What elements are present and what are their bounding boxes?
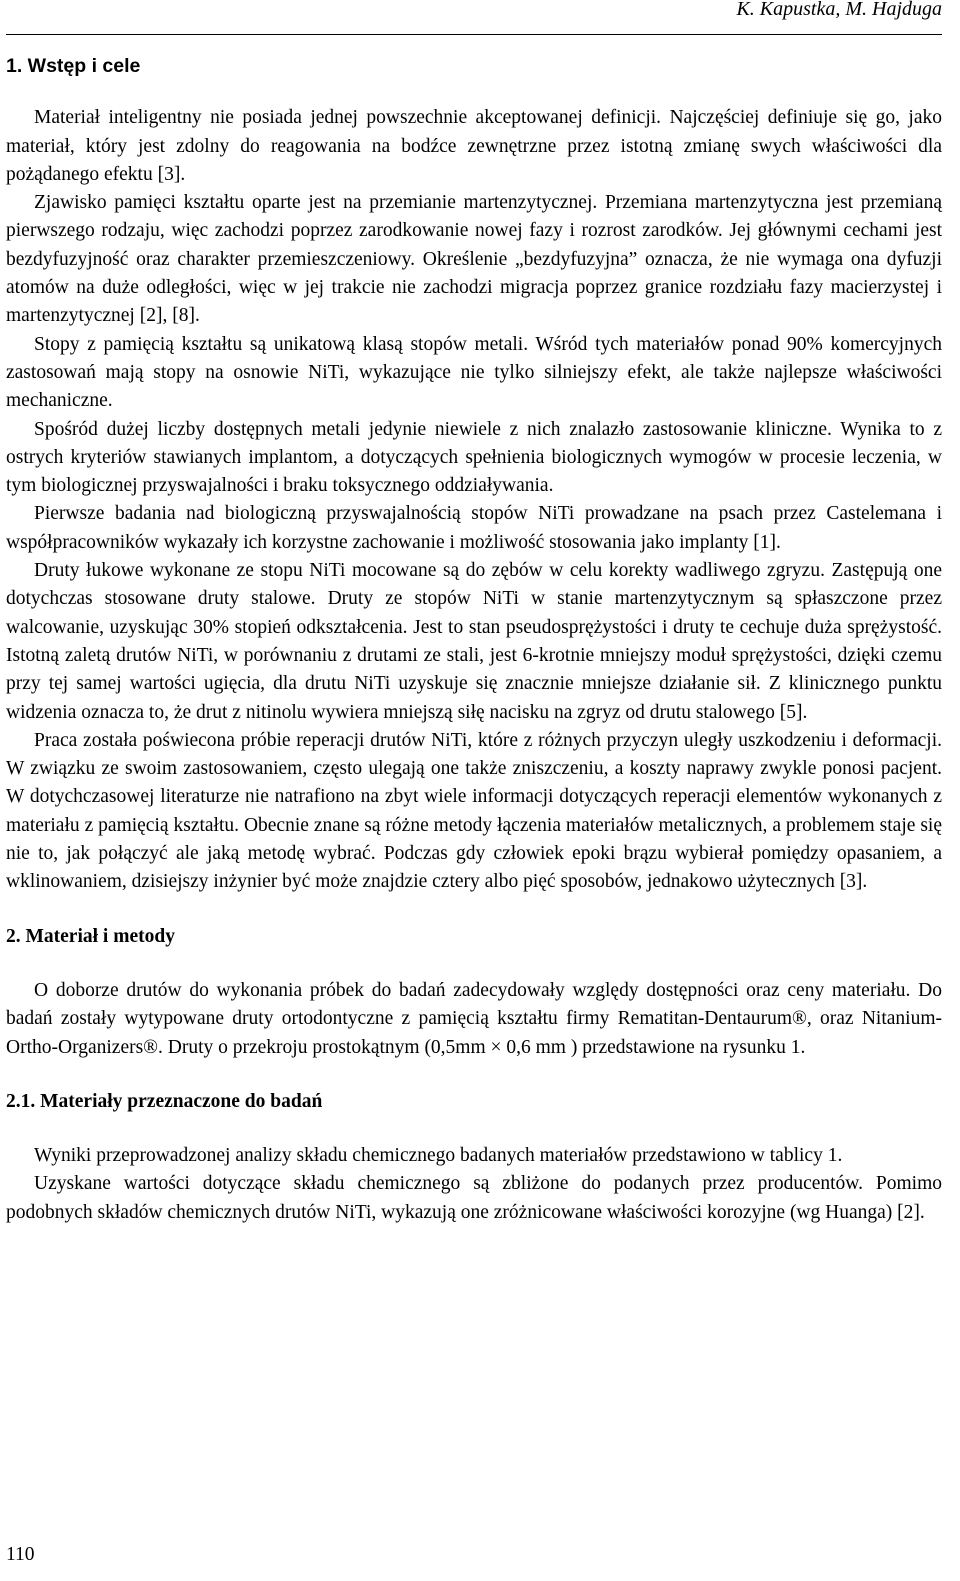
paragraph: Zjawisko pamięci kształtu oparte jest na przemianie martenzytycznej. Przemiana martenzytyczna jest przemianą pierwszego rodzaju, więc zachodzi poprzez zarodkowanie nowej fazy i rozrost zarodków. Jej głównymi cechami jest bezdyfuzyjność oraz charakter przemieszczeniowy. Określenie „bezdyfuzyjna” oznacza, że nie wymaga ona dyfuzji atomów na duże odległości, więc w jej trakcie nie zachodzi migracja poprzez granice rozdziału fazy macierzystej i martenzytycznej [2], [8]. — [6, 192, 942, 327]
paragraph: Praca została poświecona próbie reperacji drutów NiTi, które z różnych przyczyn uległy uszkodzeniu i deformacji. W związku ze swoim zastosowaniem, często ulegają one także zniszczeniu, a koszty naprawy zwykle ponosi pacjent. W dotychczasowej literaturze nie natrafiono na zbyt wiele informacji dotyczących reperacji elementów wykonanych z materiału z pamięcią kształtu. Obecnie znane są różne metody łączenia materiałów metalicznych, a problemem staje się nie to, jak połączyć ale jaką metodę wybrać. Podczas gdy człowiek epoki brązu wybierał pomiędzy opasaniem, a wklinowaniem, dzisiejszy inżynier być może znajdzie cztery albo pięć sposobów, jednakowo użytecznych [3]. — [6, 729, 942, 893]
page-number: 110 — [6, 1544, 35, 1565]
paragraph: Wyniki przeprowadzonej analizy składu chemicznego badanych materiałów przedstawiono w tablicy 1. — [34, 1145, 843, 1167]
running-header-authors: K. Kapustka, M. Hajduga — [736, 0, 942, 20]
header-rule — [6, 34, 942, 35]
paragraph: O doborze drutów do wykonania próbek do badań zadecydowały względy dostępności oraz ceny materiału. Do badań zostały wytypowane druty ortodontyczne z pamięcią kształtu firmy Rematitan-Dentaurum®, oraz Nitanium-Ortho-Organizers®. Druty o przekroju prostokątnym (0,5mm × 0,6 mm ) przedstawione na rysunku 1. — [6, 979, 942, 1058]
paragraph: Pierwsze badania nad biologiczną przyswajalnością stopów NiTi prowadzane na psach przez Castelemana i współpracowników wykazały ich korzystne zachowanie i możliwość stosowania jako implanty [1]. — [6, 503, 942, 553]
paragraph: Uzyskane wartości dotyczące składu chemicznego są zbliżone do podanych przez producentów. Pomimo podobnych składów chemicznych drutów NiTi, wykazują one zróżnicowane właściwości korozyjne (wg Huanga) [2]. — [6, 1173, 942, 1223]
paragraph: Stopy z pamięcią kształtu są unikatową klasą stopów metali. Wśród tych materiałów ponad 90% komercyjnych zastosowań mają stopy na osnowie NiTi, wykazujące nie tylko silniejszy efekt, ale także najlepsze właściwości mechaniczne. — [6, 333, 942, 412]
article-body — [6, 52, 942, 1227]
section-heading-introduction: 1. Wstęp i cele — [6, 55, 141, 77]
section-heading-materials-methods: 2. Materiał i metody — [6, 925, 175, 947]
paragraph: Druty łukowe wykonane ze stopu NiTi mocowane są do zębów w celu korekty wadliwego zgryzu. Zastępują one dotychczas stosowane druty stalowe. Druty ze stopów NiTi w stanie martenzytycznym są spłaszczone przez walcowanie, uzyskując 30% stopień odkształcenia. Jest to stan pseudosprężystości i druty te cechuje duża sprężystość. Istotną zaletą drutów NiTi, w porównaniu z drutami ze stali, jest 6-krotnie mniejszy moduł sprężystości, dzięki czemu przy tej samej wartości ugięcia, dla drutu NiTi uzyskuje się znacznie mniejsze działanie sił. Z klinicznego punktu widzenia oznacza to, że drut z nitinolu wywiera mniejszą siłę nacisku na zgryz od drutu stalowego [5]. — [6, 560, 942, 723]
paragraph: Materiał inteligentny nie posiada jednej powszechnie akceptowanej definicji. Najczęściej definiuje się go, jako materiał, który jest zdolny do reagowania na bodźce zewnętrzne przez istotną zmianę swych właściwości dla pożądanego efektu [3]. — [6, 107, 942, 185]
paragraph: Spośród dużej liczby dostępnych metali jedynie niewiele z nich znalazło zastosowanie kliniczne. Wynika to z ostrych kryteriów stawianych implantom, a dotyczących spełnienia biologicznych wymogów w procesie leczenia, w tym biologicznej przyswajalności i braku toksycznego oddziaływania. — [6, 418, 942, 497]
subsection-heading-materials: 2.1. Materiały przeznaczone do badań — [6, 1090, 323, 1112]
